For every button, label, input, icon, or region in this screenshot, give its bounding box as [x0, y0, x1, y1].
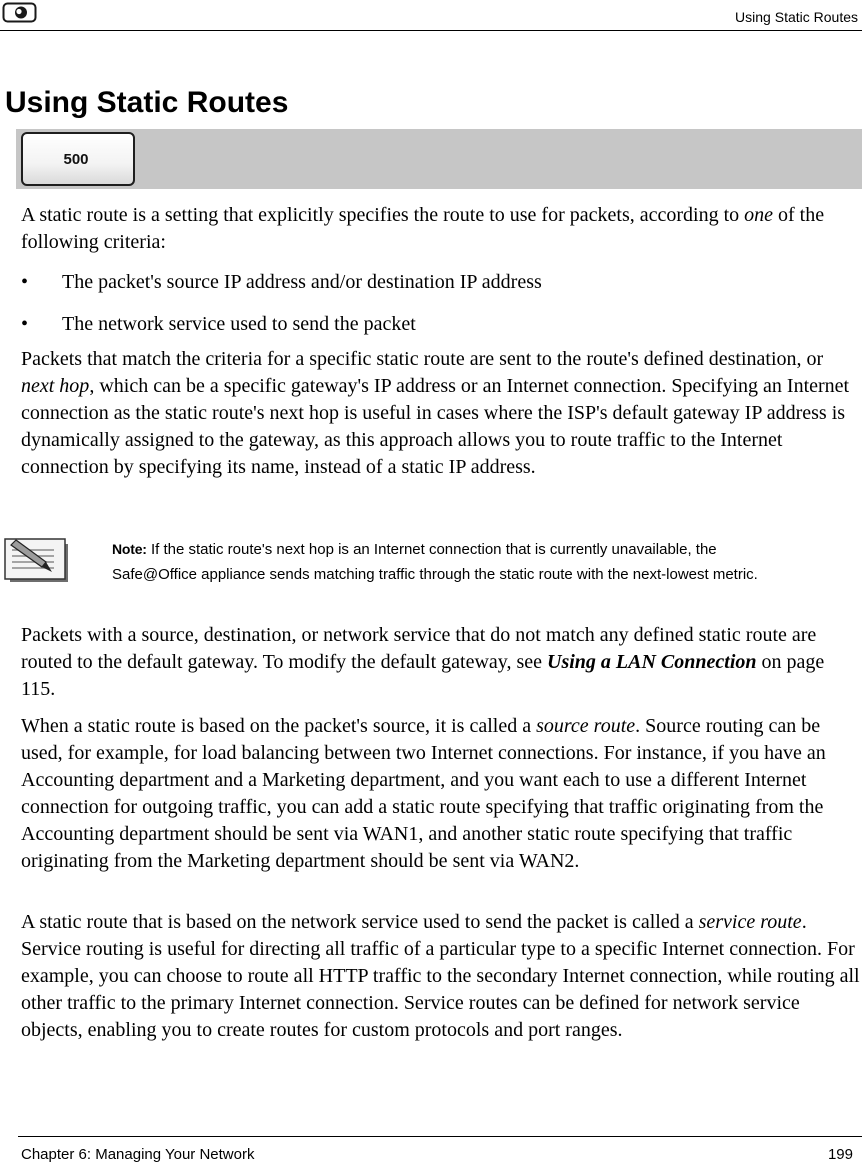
intro-paragraph [21, 202, 861, 256]
service-route-paragraph [21, 909, 861, 1044]
footer-rule [18, 1136, 862, 1137]
default-gateway-text-2: on page 115. [21, 651, 825, 700]
header-rule [0, 30, 862, 31]
source-route-paragraph [21, 713, 861, 875]
page-title: Using Static Routes [5, 86, 289, 119]
model-badge [21, 132, 135, 186]
bullet-icon: • [21, 313, 29, 335]
model-badge-label: 500 [63, 151, 89, 168]
intro-emphasis: one [744, 204, 774, 226]
service-route-emphasis: service route [698, 911, 802, 933]
running-head: Using Static Routes [735, 9, 858, 25]
list-item-text: The network service used to send the packet [62, 313, 416, 335]
default-gateway-text-1: Packets with a source, destination, or network service that do not match any defined static route are routed to the default gateway. To modify the default gateway, see [21, 624, 817, 673]
service-route-text-1: A static route that is based on the network service used to send the packet is called a [21, 911, 699, 933]
next-hop-text-2: , which can be a specific gateway's IP address or an Internet connection. Specifying an Internet connection as the static route's next hop is useful in cases where the ISP's default gateway IP address is dynamically assigned to the gateway, as this approach allows you to route traffic to the Internet connection by specifying its name, instead of a static IP address. [21, 375, 850, 478]
next-hop-emphasis: next hop [21, 375, 90, 397]
source-route-text-1: When a static route is based on the packet's source, it is called a [21, 715, 537, 737]
note-label: Note: [112, 541, 147, 557]
intro-text-1: A static route is a setting that explicitly specifies the route to use for packets, according to [21, 204, 745, 226]
footer-chapter: Chapter 6: Managing Your Network [21, 1146, 255, 1163]
next-hop-paragraph [21, 346, 861, 481]
safe-at-office-logo-icon [2, 2, 37, 23]
intro-text-2: of the following criteria: [21, 204, 825, 253]
source-route-emphasis: source route [536, 715, 636, 737]
service-route-text-2: . Service routing is useful for directing all traffic of a particular type to a specific Internet connection. For example, you can choose to route all HTTP traffic to the secondary Internet connection, while routing all other traffic to the primary Internet connection. Service routes can be defined for network service objects, enabling you to create routes for custom protocols and port ranges. [21, 911, 860, 1041]
note-pad-icon [2, 534, 72, 584]
next-hop-text-1: Packets that match the criteria for a specific static route are sent to the route's defined destination, or [21, 348, 824, 370]
model-bar [16, 129, 862, 189]
footer-page-number: 199 [827, 1146, 853, 1163]
default-gateway-paragraph [21, 622, 861, 703]
bullet-icon: • [21, 271, 29, 293]
list-item-text: The packet's source IP address and/or destination IP address [62, 271, 542, 293]
note-body: If the static route's next hop is an Internet connection that is currently unavailable, the Safe@Office appliance sends matching traffic through the static route with the next-lowest metric. [112, 541, 758, 583]
using-lan-connection-link[interactable]: Using a LAN Connection [547, 651, 757, 673]
source-route-text-2: . Source routing can be used, for example, for load balancing between two Internet connections. For instance, if you have an Accounting department and a Marketing department, and you want each to use a different Internet connection for outgoing traffic, you can add a static route specifying that traffic originating from the Accounting department should be sent via WAN1, and another static route specifying that traffic originating from the Marketing department should be sent via WAN2. [21, 715, 826, 872]
note-text [112, 537, 802, 587]
